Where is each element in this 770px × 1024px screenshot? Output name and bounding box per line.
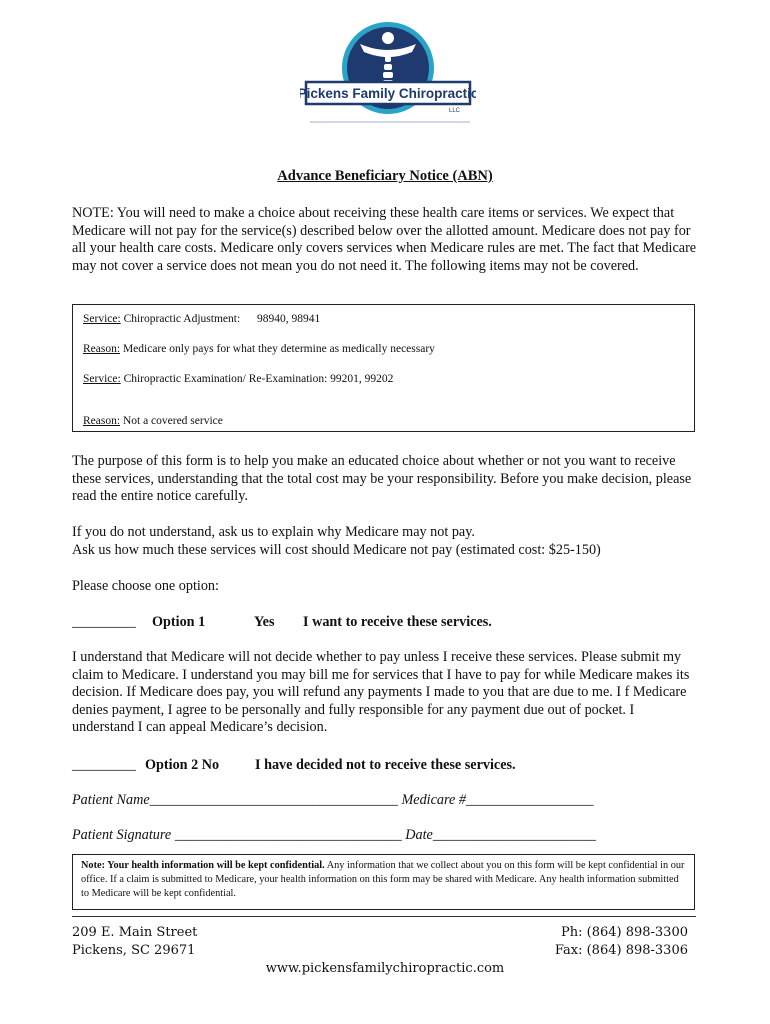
purpose-paragraph: The purpose of this form is to help you make an educated choice about whether or not you want to receive these services, understanding that the total cost may be your responsibility. Before you make decision, please read the entire notice carefully. xyxy=(72,453,692,505)
patient-signature-row xyxy=(72,827,596,844)
footer-fax: Fax: (864) 898-3306 xyxy=(554,943,688,958)
reason-label: Reason: xyxy=(83,343,121,355)
practice-logo xyxy=(300,16,476,128)
logo-text: Pickens Family Chiropractic xyxy=(300,86,476,101)
confidential-note-heading: Note: Your health information will be kept confidential. xyxy=(81,860,325,871)
medicare-label: Medicare # xyxy=(401,792,466,808)
date-label: Date xyxy=(405,827,433,843)
note-paragraph: NOTE: You will need to make a choice about receiving these health care items or services. We expect that Medicare will not pay for the service(s) described below over the allotted amount. Medicare does not pay for all your health care costs. Medicare only covers services when Medicare rules are met. The fact that Medicare may not cover a service does not mean you do not need it. The following items may not be covered. xyxy=(72,205,697,274)
service-value: Chiropractic Adjustment: xyxy=(123,313,241,325)
reason-value: Not a covered service xyxy=(122,415,223,427)
option1-paragraph: I understand that Medicare will not decide whether to pay unless I receive these services. Please submit my claim to Medicare. I understand you may bill me for services that I have to pay for while Medicare makes its decision. If Medicare does pay, you will refund any payments I made to you that are due to me. I f Medicare denies payment, I agree to be personally and fully responsible for any payment due out of pocket. I understand I can appeal Medicare’s decision. xyxy=(72,649,690,736)
option2-statement: I have decided not to receive these services. xyxy=(255,757,516,773)
reason-label: Reason: xyxy=(83,415,121,427)
service-codes: 98940, 98941 xyxy=(257,313,321,325)
option1-label: Option 1 xyxy=(152,614,206,630)
service-label: Service: xyxy=(83,313,121,325)
reason-row-2 xyxy=(83,415,223,427)
footer-address-line-1: 209 E. Main Street xyxy=(72,925,198,940)
footer-divider xyxy=(72,916,696,917)
services-box xyxy=(72,304,695,432)
patient-name-field[interactable]: ___________________________________ xyxy=(149,792,398,808)
footer-address-line-2: Pickens, SC 29671 xyxy=(72,943,196,958)
footer-website[interactable]: www.pickensfamilychiropractic.com xyxy=(265,961,505,976)
service-row-1 xyxy=(83,313,320,325)
patient-signature-field[interactable]: ________________________________ xyxy=(174,827,402,843)
service-label: Service: xyxy=(83,373,121,385)
option2-blank[interactable]: _________ xyxy=(72,757,136,773)
medicare-number-field[interactable]: __________________ xyxy=(465,792,594,808)
logo-suffix: LLC xyxy=(448,108,460,114)
option1-blank[interactable]: _________ xyxy=(72,614,136,630)
logo-emblem-icon xyxy=(300,16,476,128)
option1-answer: Yes xyxy=(254,614,275,630)
date-field[interactable]: _______________________ xyxy=(432,827,597,843)
explain-line-2: Ask us how much these services will cost should Medicare not pay (estimated cost: $25-150) xyxy=(72,542,601,558)
option2-label: Option 2 No xyxy=(145,757,220,773)
patient-name-label: Patient Name xyxy=(72,792,150,808)
page-title: Advance Beneficiary Notice (ABN) xyxy=(277,168,493,184)
choose-prompt: Please choose one option: xyxy=(72,578,219,594)
footer-phone: Ph: (864) 898-3300 xyxy=(560,925,688,940)
confidential-note-body: Any information that we collect about you on this form will be kept confidential in our office. If a claim is submitted to Medicare, your health information on this form may be shared with Medicare. Any health information submitted to Medicare will be kept confidential. xyxy=(81,860,685,899)
explain-line-1: If you do not understand, ask us to explain why Medicare may not pay. xyxy=(72,524,475,540)
patient-signature-label: Patient Signature xyxy=(72,827,172,843)
reason-row-1 xyxy=(83,343,435,355)
service-row-2 xyxy=(83,373,393,385)
option1-statement: I want to receive these services. xyxy=(303,614,492,630)
confidential-note xyxy=(72,854,695,910)
service-value: Chiropractic Examination/ Re-Examination: 99201, 99202 xyxy=(123,373,394,385)
reason-value: Medicare only pays for what they determine as medically necessary xyxy=(122,343,435,355)
patient-name-row xyxy=(72,792,594,809)
